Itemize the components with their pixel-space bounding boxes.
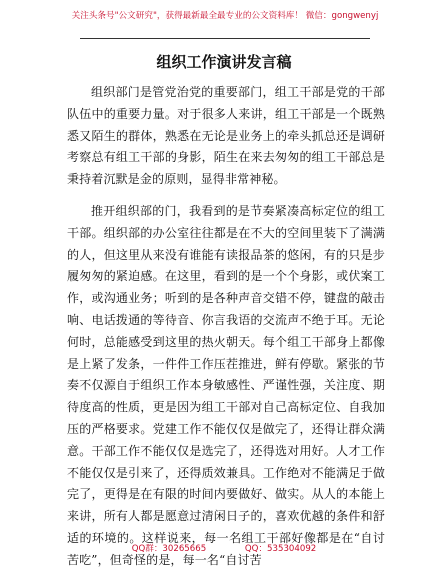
document-body (67, 82, 385, 572)
paragraph: 推开组织部的门，我看到的是节奏紧凑高标定位的组工干部。组织部的办公室往往都是在不大的空间里装下了满满的人，但这里从来没有谁能有读报品茶的悠闲，有的只是步履匆匆的紧迫感。在这里，看到的是一个个身影，或伏案工作，或沟通业务；听到的是各种声音交错不停，键盘的敲击响、电话拨通的等待音、你言我语的交流声不绝于耳。无论何时，总能感受到这里的热火朝天。每个组工干部身上都像是上紧了发条，一件件工作压茬推进，鲜有停歇。紧张的节奏不仅源自于组织工作本身敏感性、严谨性强，关注度、期待度高的性质，更是因为组工干部对自己高标定位、自我加压的严格要求。党建工作不能仅仅是做完了，还得让群众满意。干部工作不能仅仅是选完了，还得选对用好。人才工作不能仅仅是引来了，还得质效兼具。工作绝对不能满足于做完了，更得是在有限的时间内要做好、做实。从人的本能上来讲，所有人都是愿意过清闲日子的，喜欢优越的条件和舒适的环境的。这样说来，每一名组工干部好像都是在“自讨苦吃”，但奇怪的是，每一名“自讨苦 (67, 203, 385, 567)
footer-contact (0, 543, 448, 555)
footer-qq-group: QQ群：30265665 (131, 544, 207, 554)
header-divider (80, 38, 370, 39)
header-banner: 关注头条号"公文研究"，获得最新最全最专业的公文资料库！ 微信：gongwenyj (71, 11, 379, 21)
footer-qq: QQ：535304092 (244, 544, 317, 554)
paragraph: 组织部门是管党治党的重要部门，组工干部是党的干部队伍中的重要力量。对于很多人来讲，组工干部是一个既熟悉又陌生的群体，熟悉在无论是业务上的牵头抓总还是调研考察总有组工干部的身影，陌生在来去匆匆的组工干部总是秉持着沉默是金的原则，显得非常神秘。 (67, 85, 385, 187)
document-title: 组织工作演讲发言稿 (156, 53, 292, 71)
